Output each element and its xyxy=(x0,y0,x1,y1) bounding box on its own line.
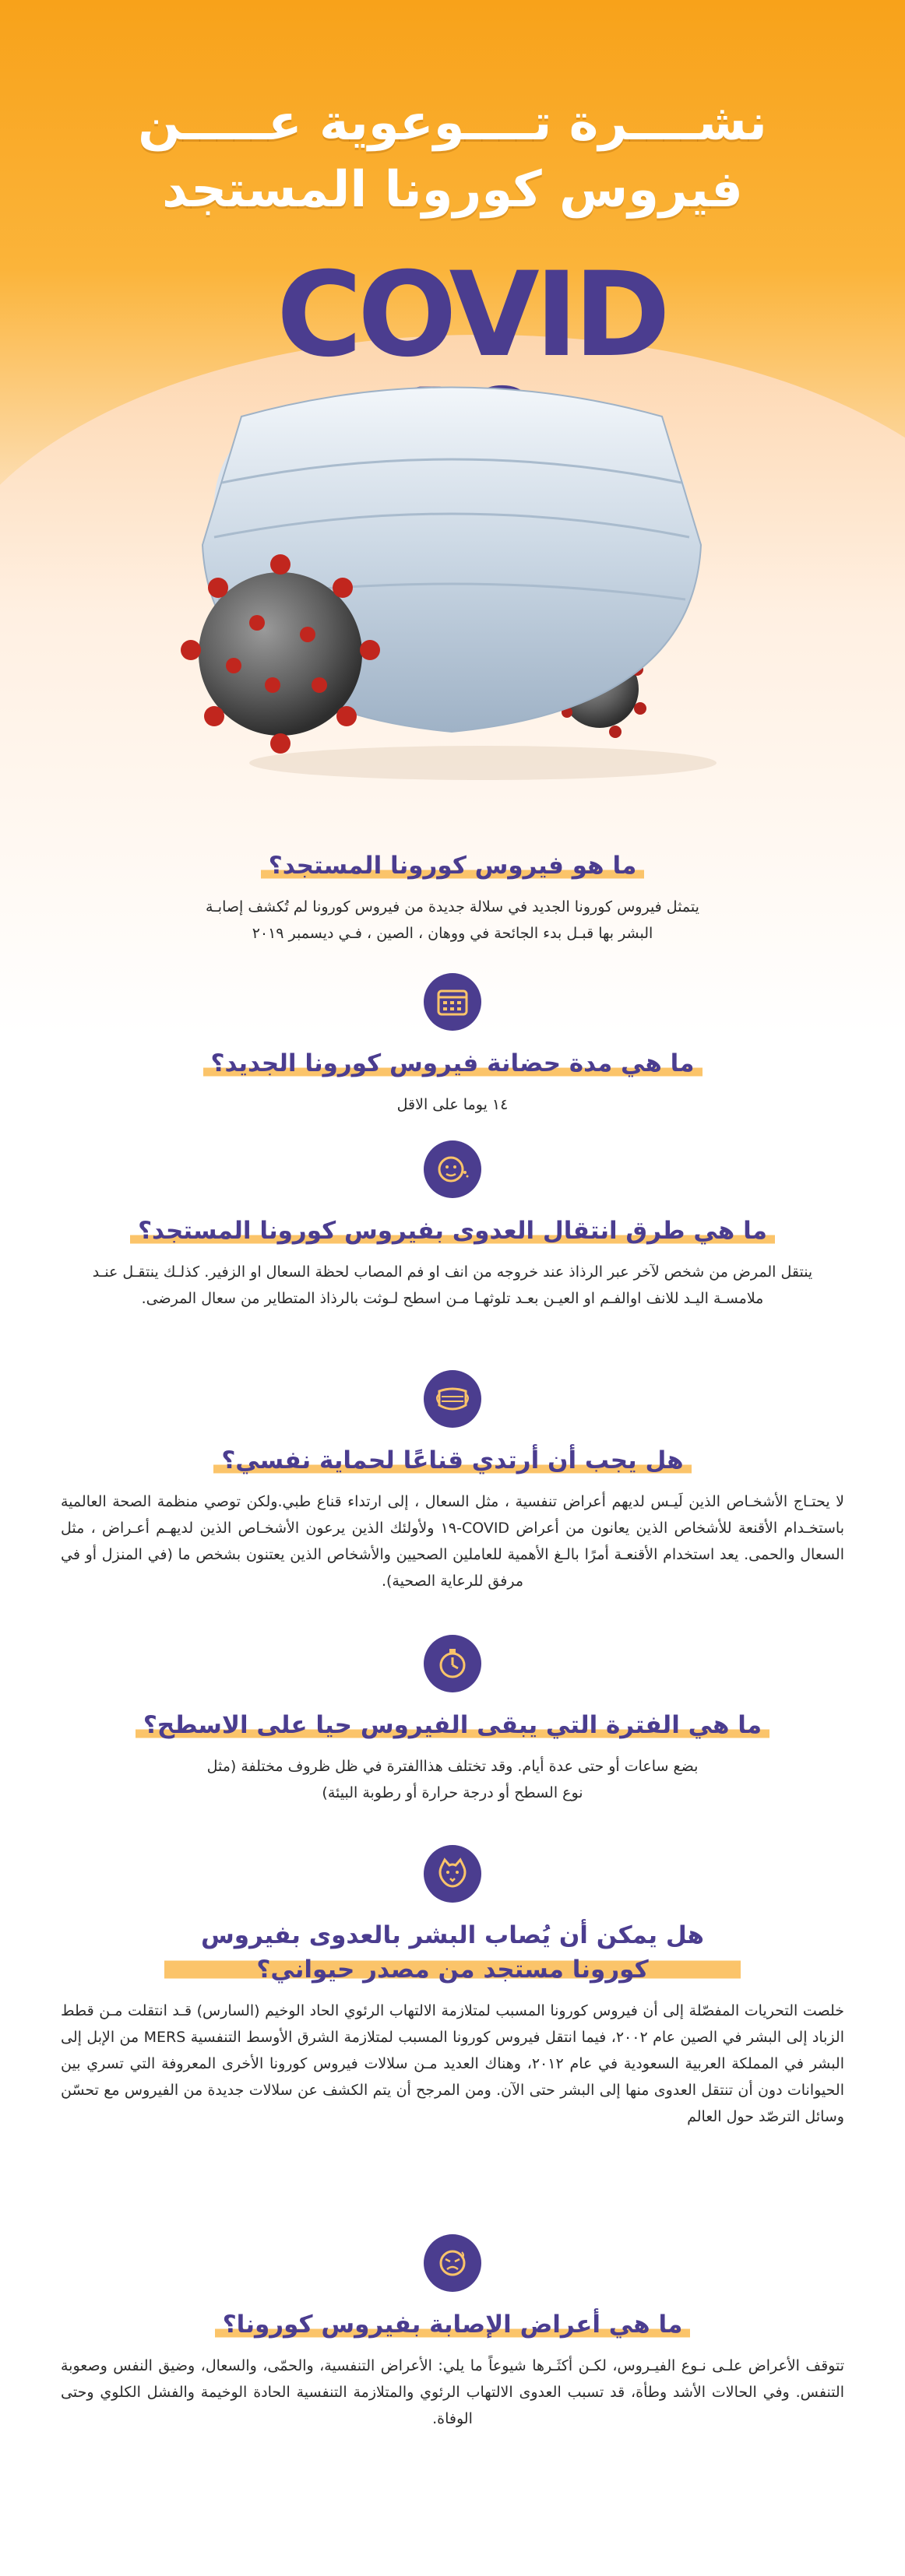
mask-icon xyxy=(424,1370,481,1428)
section-heading: ما هي طرق انتقال العدوى بفيروس كورونا المستجد؟ xyxy=(130,1214,775,1248)
section-surface-survival xyxy=(47,1635,858,1806)
section-heading: ما هي أعراض الإصابة بفيروس كورونا؟ xyxy=(215,2307,691,2342)
section-body: يتمثل فيروس كورونا الجديد في سلالة جديدة من فيروس كورونا لم تُكشف إصابـة البشر بها قبـل بدء الجائحة في ووهان ، الصين ، فـي ديسمبر ٢٠١٩ xyxy=(206,898,699,942)
section-heading: هل يجب أن أرتدي قناعًا لحماية نفسي؟ xyxy=(213,1443,691,1478)
section-body: خلصت التحريات المفصّلة إلى أن فيروس كورونا المسبب لمتلازمة الالتهاب الرئوي الحاد الوخيم (السارس) قـد انتقلت مـن قطط الزباد إلى البشر في الصين عام ٢٠٠٢، فيما انتقل فيروس كورونا المسبب لمتلازمة الشرق الأوسط التنفسية MERS من الإبل إلى البشر في المملكة العربية السعودية في عام ٢٠١٢، وهناك العديد مـن سلالات فيروس كورونا الأخرى المعروفة التي تسري بين الحيوانات دون أن تنتقل العدوى منها إلى البشر حتى الآن. ومن المرجح أن يتم الكشف عن سلالات جديدة من الفيروس مع تحسّن وسائل الترصّد حول العالم xyxy=(61,2002,844,2125)
section-mask xyxy=(47,1370,858,1594)
sneezing-face-icon xyxy=(424,1140,481,1198)
section-heading: ما هي الفترة التي يبقى الفيروس حيا على الاسطح؟ xyxy=(136,1708,769,1742)
section-body: بضع ساعات أو حتى عدة أيام. وقد تختلف هذاالفترة في ظل ظروف مختلفة (مثل نوع السطح أو درجة حرارة أو رطوبة البيئة) xyxy=(206,1758,699,1801)
section-what-is-covid xyxy=(47,833,858,947)
title-line-1: نشــــرة تــــوعوية عـــــن xyxy=(138,94,767,152)
section-body: لا يحتـاج الأشخـاص الذين لَيـس لديهم أعراض تنفسية ، مثل السعال ، إلى ارتداء قناع طبي.ولكن توصي منظمة الصحة العالمية باستخـدام الأقنعة للأشخاص الذين يعانون من أعراض COVID-١٩ ولأولئك الذين يرعون الأشخـاص الذين لديهـم أعـراض ، مثل السعال والحمى. يعد استخدام الأقنعـة أمرًا بالـغ الأهمية للعاملين الصحيين والأشخاص الذين يعتنون بشخص ما (في المنزل أو في مرفق للرعاية الصحية). xyxy=(61,1493,844,1590)
covid-logo: COVID xyxy=(276,248,666,383)
section-symptoms xyxy=(47,2234,858,2432)
section-body: ينتقل المرض من شخص لآخر عبر الرذاذ عند خروجه من انف او فم المصاب لحظة السعال او الزفير. كذلـك ينتقـل عنـد ملامسـة اليـد للانف اوالفـم او العيـن بعـد تلوثهـا مـن اسطح لـوثت بالرذاذ المتطاير من سعال المرضى. xyxy=(92,1263,813,1307)
calendar-icon xyxy=(424,973,481,1031)
section-transmission xyxy=(47,1140,858,1312)
section-heading: ما هي مدة حضانة فيروس كورونا الجديد؟ xyxy=(203,1046,703,1081)
animal-icon xyxy=(424,1845,481,1903)
section-heading: ما هو فيروس كورونا المستجد؟ xyxy=(261,849,645,883)
timer-icon xyxy=(424,1635,481,1692)
section-body: تتوقف الأعراض علـى نـوع الفيـروس، لكـن أكثَـرها شيوعاً ما يلي: الأعراض التنفسية، والحمّى، والسعال، وضيق النفس وصعوبة التنفس. وفي الحالات الأشد وطأة، قد تسبب العدوى الالتهاب الرئوي والمتلازمة التنفسية الحادة الوخيمة والفشل الكلوي وحتى الوفاة. xyxy=(61,2357,844,2427)
section-animal-source xyxy=(47,1845,858,2130)
section-heading: هل يمكن أن يُصاب البشر بالعدوى بفيروس كورونا مستجد من مصدر حيواني؟ xyxy=(164,1918,741,1987)
title-line-2: فيروس كورونا المستجد xyxy=(162,161,743,219)
page-title xyxy=(0,90,905,223)
mask-virus-illustration xyxy=(156,343,748,786)
sick-face-icon xyxy=(424,2234,481,2292)
section-body: ١٤ يوما على الاقل xyxy=(396,1096,509,1113)
section-incubation xyxy=(47,973,858,1118)
virus-large-icon xyxy=(181,554,380,754)
